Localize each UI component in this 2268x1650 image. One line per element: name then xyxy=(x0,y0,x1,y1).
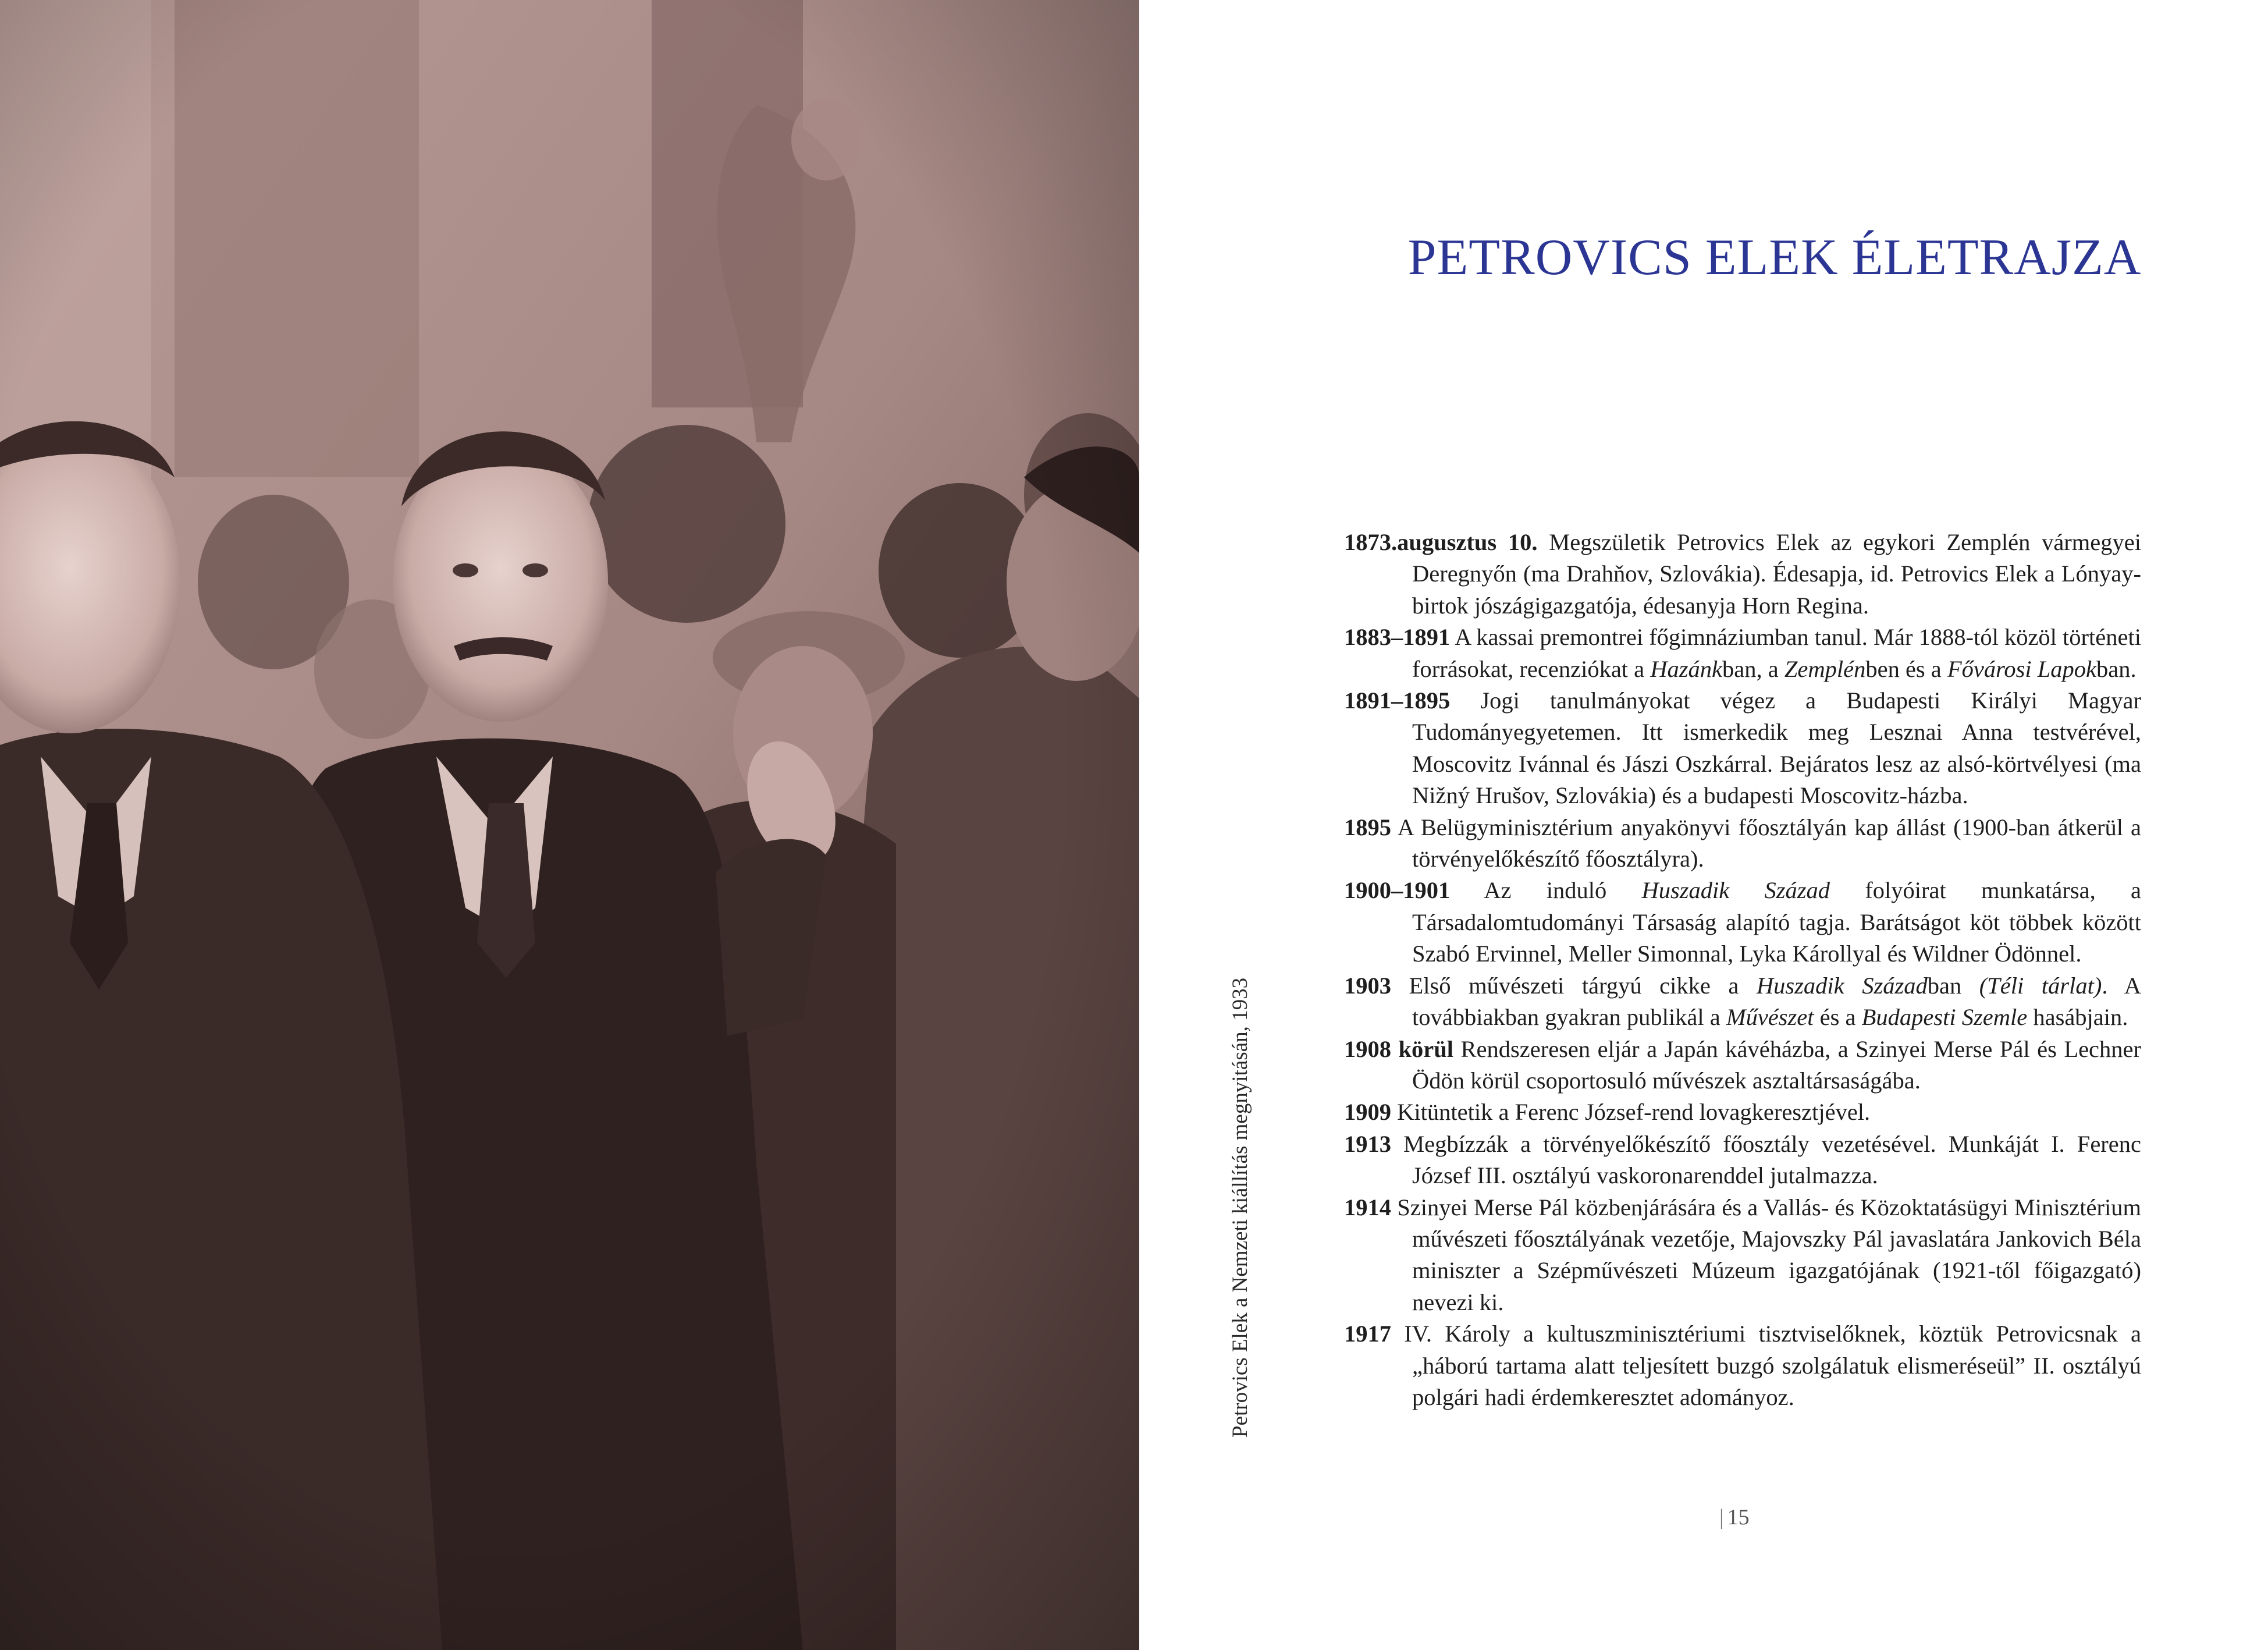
timeline-entry xyxy=(1344,1318,2141,1413)
timeline-entry xyxy=(1344,812,2141,875)
timeline-text: IV. Károly a kultuszminisztériumi tisztviselőknek, köztük Petrovicsnak a „háború tartama alatt teljesített buzgó szolgálatuk elismeréseül” II. osztályú polgári hadi érdemkeresztet adományoz. xyxy=(1391,1321,2141,1410)
photo-caption: Petrovics Elek a Nemzeti kiállítás megnyitásán, 1933 xyxy=(1228,977,1252,1438)
timeline-text: ban, a xyxy=(1722,655,1784,682)
timeline-year: 1913 xyxy=(1344,1130,1391,1157)
timeline-year: 1900–1901 xyxy=(1344,877,1451,904)
timeline-text: Huszadik Század xyxy=(1641,877,1830,904)
timeline-text: Művészet xyxy=(1726,1004,1814,1031)
timeline-text: Első művészeti tárgyú cikke a xyxy=(1391,972,1757,999)
timeline-year: 1873. xyxy=(1344,529,1398,555)
timeline-entry xyxy=(1344,1097,2141,1128)
timeline-text: ben és a xyxy=(1865,655,1947,682)
timeline-text: Szinyei Merse Pál közbenjárására és a Vallás- és Közoktatásügyi Minisztérium művészeti főosztályának vezetője, Majovszky Pál javaslatára Jankovich Béla miniszter a Szépművészeti Múzeum igazgatójának (1921-től főigazgató) nevezi ki. xyxy=(1391,1194,2141,1315)
timeline-text: Jogi tanulmányokat végez a Budapesti Királyi Magyar Tudományegyetemen. Itt ismerkedik meg Lesznai Anna testvérével, Moscovitz Ivánnal és Jászi Oszkárral. Bejáratos lesz az alsó-körtvélyesi (ma Nižný Hrušov, Szlovákia) és a budapesti Moscovitz-házba. xyxy=(1412,687,2141,809)
timeline-entry xyxy=(1344,1129,2141,1192)
timeline-entry xyxy=(1344,622,2141,685)
timeline-text: Rendszeresen eljár a Japán kávéházba, a Szinyei Merse Pál és Lechner Ödön körül csoportosuló művészek asztaltársaságába. xyxy=(1412,1035,2141,1094)
timeline-text: folyóirat munkatársa, a Társadalomtudományi Társaság alapító tagja. Barátságot köt többek között Szabó Ervinnel, Meller Simonnal, Lyka Károllyal és Wildner Ödönnel. xyxy=(1412,877,2141,967)
timeline-text: Hazánk xyxy=(1650,655,1723,682)
timeline-year: 1903 xyxy=(1344,972,1391,999)
page-number-separator: | xyxy=(1719,1505,1724,1530)
page-title: PETROVICS ELEK ÉLETRAJZA xyxy=(1407,229,2142,286)
timeline-text: körül xyxy=(1391,1035,1454,1062)
timeline-year: 1914 xyxy=(1344,1194,1391,1220)
timeline-year: 1895 xyxy=(1344,814,1391,840)
timeline-text: Megszületik Petrovics Elek az egykori Zemplén vármegyei Deregnyőn (ma Drahňov, Szlovákia). Édesapja, id. Petrovics Elek a Lónyay-birtok jószágigazgatója, édesanyja Horn Regina. xyxy=(1412,529,2141,619)
timeline-text: Az induló xyxy=(1450,877,1642,904)
timeline-entry xyxy=(1344,685,2141,812)
timeline-entry xyxy=(1344,1034,2141,1097)
timeline-year: 1883–1891 xyxy=(1344,624,1451,651)
timeline-year: 1909 xyxy=(1344,1099,1391,1126)
timeline-text: augusztus 10. xyxy=(1397,529,1538,555)
timeline-text: Kitüntetik a Ferenc József-rend lovagkeresztjével. xyxy=(1391,1099,1871,1126)
timeline-text: hasábjain. xyxy=(2027,1004,2128,1031)
biography-timeline xyxy=(1344,527,2141,1413)
page-number-value: 15 xyxy=(1727,1505,1750,1530)
timeline-text: A kassai premontrei főgimnáziumban tanul. Már 1888-tól közöl történeti forrásokat, recenziókat a xyxy=(1412,624,2141,682)
timeline-entry xyxy=(1344,970,2141,1034)
timeline-text: Huszadik Század xyxy=(1756,972,1928,999)
timeline-text: A Belügyminisztérium anyakönyvi főosztályán kap állást (1900-ban átkerül a törvényelőkészítő főosztályra). xyxy=(1391,814,2141,872)
timeline-text: Zemplén xyxy=(1784,655,1866,682)
timeline-text: (Téli tárlat) xyxy=(1979,972,2102,999)
timeline-text: ban. xyxy=(2096,655,2137,682)
page-number xyxy=(1719,1504,1750,1530)
timeline-text: Megbízzák a törvényelőkészítő főosztály vezetésével. Munkáját I. Ferenc József III. osztályú vaskoronarenddel jutalmazza. xyxy=(1391,1130,2141,1189)
timeline-text: . A továbbiakban gyakran publikál a xyxy=(1412,972,2141,1031)
timeline-entry xyxy=(1344,1192,2141,1319)
timeline-text: Budapesti Szemle xyxy=(1861,1004,2028,1031)
timeline-year: 1917 xyxy=(1344,1321,1391,1347)
timeline-text: ban xyxy=(1927,972,1979,999)
timeline-text: Fővárosi Lapok xyxy=(1947,655,2097,682)
timeline-year: 1891–1895 xyxy=(1344,687,1451,714)
timeline-text: és a xyxy=(1814,1004,1862,1031)
timeline-entry xyxy=(1344,875,2141,970)
timeline-year: 1908 xyxy=(1344,1035,1391,1062)
timeline-entry xyxy=(1344,527,2141,622)
